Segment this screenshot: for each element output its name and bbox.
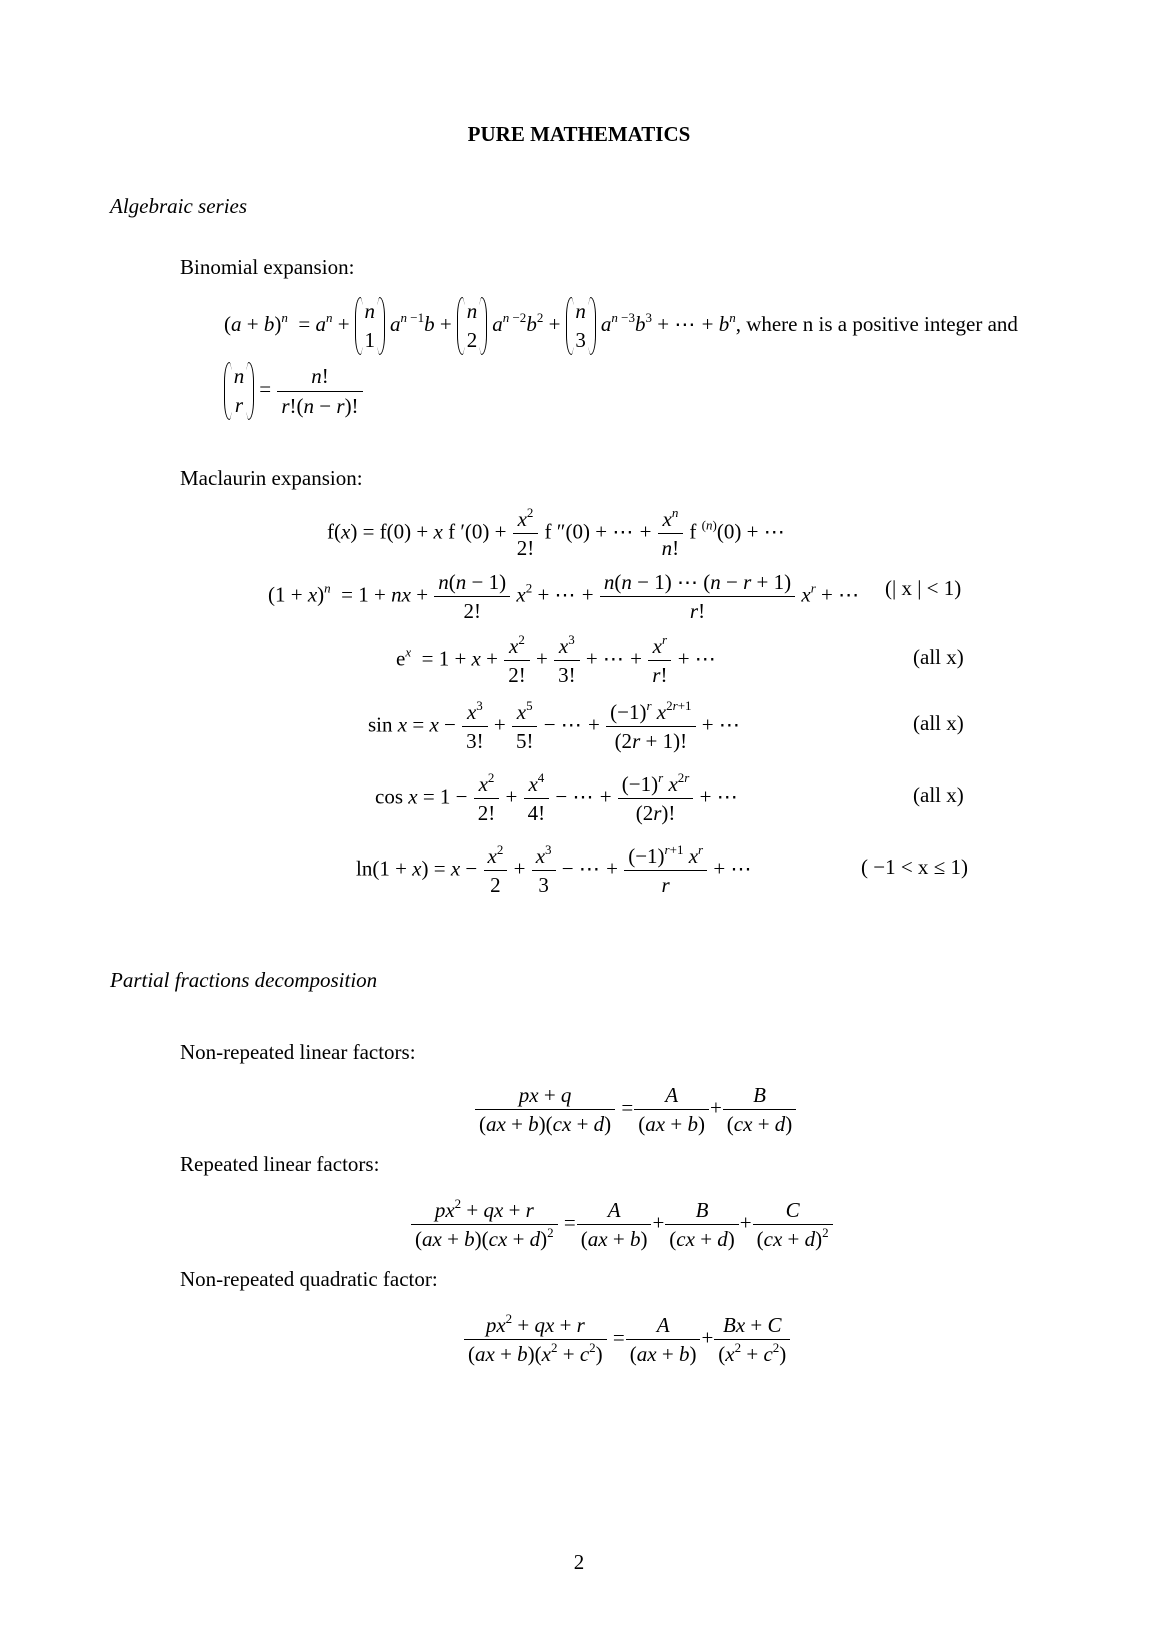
page-number: 2 [573,1550,585,1574]
binomial-coefficient: n 3 [566,297,596,355]
condition-sine-series: (all x) [913,711,964,735]
maclaurin-general-formula: f(x) = f(0) + x f ′(0) + $\frac{x^2}{2!}$ f ″(0) + ⋯ + $\frac{x^n}{n!}$ f $^{(n)}$(0) + ⋯ [327,505,786,561]
partial-fraction-repeated-linear: $\frac{px^2 + qx + r}{(ax + b)(cx + d)^2}$ = $\frac{A}{(ax + b)}$ + $\frac{B}{(cx + d)}$ + $\frac{C}{(cx + d)^2}$ [410,1196,834,1254]
binomial-coefficient: n r [224,362,254,420]
condition-binomial-series: (| x | < 1) [885,576,962,600]
partial-fraction-non-repeated-quadratic: $\frac{px^2 + qx + r}{(ax + b)(x^2 + c^2)}$ = $\frac{A}{(ax + b)}$ + $\frac{Bx + C}{(x^2 + c^2)}$ [463,1311,791,1369]
non-repeated-linear-label: Non-repeated linear factors: [180,1040,416,1064]
condition-cosine-series: (all x) [913,783,964,807]
binomial-coefficient: n 2 [457,297,487,355]
repeated-linear-label: Repeated linear factors: [180,1152,380,1176]
condition-exponential-series: (all x) [913,645,964,669]
binomial-formula: $(a + b)^n = a^n$ + n 1 $a^{n -1}b$ + n 2 $a^{n -2}b^2$ + n 3 $a^{n -3}b^3$ + ⋯ + $b^n$, where n is a positive integer and [224,297,1018,355]
maclaurin-label: Maclaurin expansion: [180,466,363,490]
section-heading-algebraic-series: Algebraic series [110,194,248,218]
page-title: PURE MATHEMATICS [467,122,691,146]
sine-series-formula: sin x = x − $\frac{x^3}{3!}$ + $\frac{x^5}{5!}$ − ⋯ + $\frac{(-1)^r x^{2r+1}}{(2r + 1)!}$ + ⋯ [368,698,741,754]
section-heading-partial-fractions: Partial fractions decomposition [110,968,378,992]
exponential-series-formula: $e^x = 1 + x$ + $\frac{x^2}{2!}$ + $\frac{x^3}{3!}$ + ⋯ + $\frac{x^r}{r!}$ + ⋯ [396,632,717,688]
partial-fraction-non-repeated-linear: $\frac{px + q}{(ax + b)(cx + d)}$ = $\frac{A}{(ax + b)}$ + $\frac{B}{(cx + d)}$ [474,1081,797,1139]
binomial-label: Binomial expansion: [180,255,355,279]
binomial-coefficient-definition: n r = $\frac{n!}{r!(n - r)!}$ [224,362,364,420]
binomial-coefficient: n 1 [355,297,385,355]
cosine-series-formula: cos x = 1 − $\frac{x^2}{2!}$ + $\frac{x^4}{4!}$ − ⋯ + $\frac{(-1)^r x^{2r}}{(2r)!}$ + ⋯ [375,770,739,826]
logarithm-series-formula: ln(1 + x) = x − $\frac{x^2}{2}$ + $\frac{x^3}{3}$ − ⋯ + $\frac{(-1)^{r+1} x^r}{r}$ + ⋯ [356,842,753,898]
binomial-series-formula: $(1 + x)^n = 1$ + nx + $\frac{n(n - 1)}{2!}$ $x^2$ + ⋯ + $\frac{n(n - 1) \cdots (n - r + 1)}{r!}$ $x^r$ + ⋯ [268,570,861,624]
non-repeated-quadratic-label: Non-repeated quadratic factor: [180,1267,438,1291]
condition-logarithm-series: ( −1 < x ≤ 1) [861,855,968,879]
binomial-trailing-text: , where n is a positive integer and [735,311,1018,336]
